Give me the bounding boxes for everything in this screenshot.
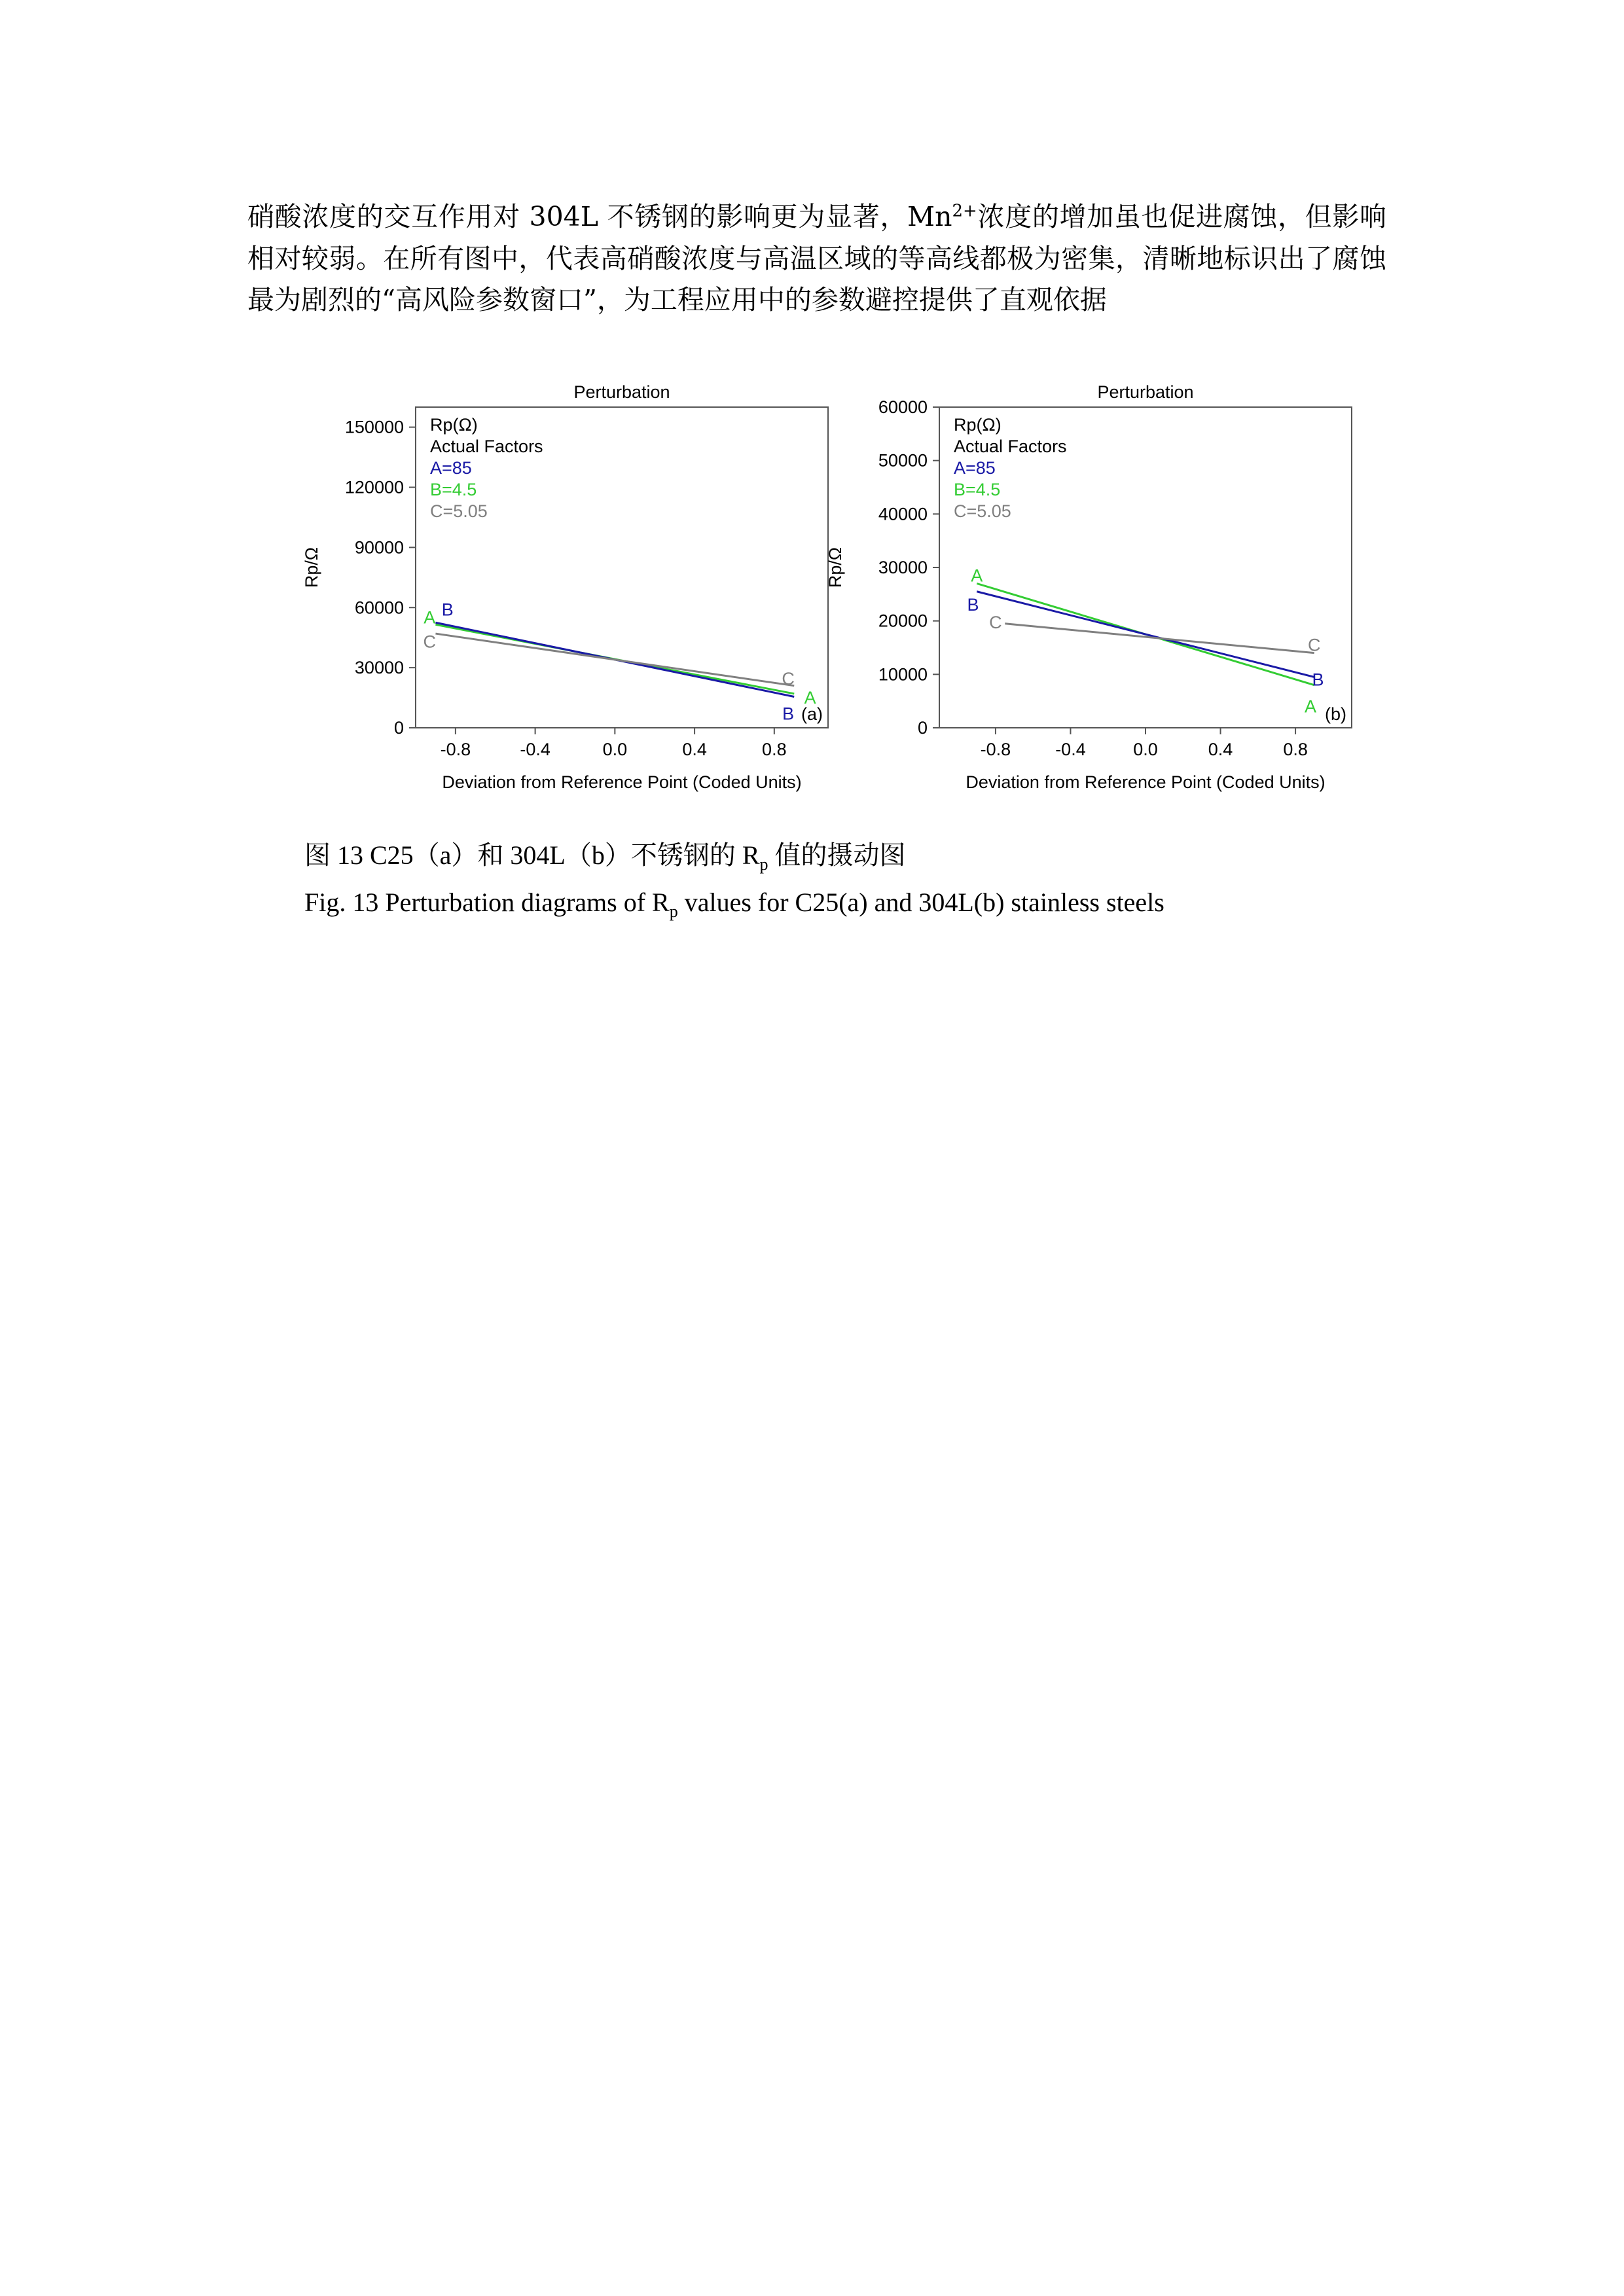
- y-tick-label: 10000: [878, 664, 928, 685]
- y-tick-label: 150000: [344, 417, 404, 437]
- x-tick-label: 0.4: [1208, 740, 1233, 759]
- caption-en-suffix: values for C25(a) and 304L(b) stainless steels: [677, 888, 1164, 917]
- x-tick-label: -0.8: [440, 740, 471, 759]
- y-tick-label: 0: [917, 718, 928, 738]
- legend-subtitle: Actual Factors: [430, 437, 543, 456]
- x-axis-label: Deviation from Reference Point (Coded Units): [442, 772, 802, 792]
- y-axis-label: Rp/Ω: [825, 547, 845, 588]
- legend-entry: A=85: [430, 458, 472, 478]
- series-end-label: B: [967, 595, 979, 615]
- series-end-label: A: [971, 565, 983, 586]
- y-tick-label: 20000: [878, 611, 928, 631]
- series-line-c: [1005, 624, 1314, 653]
- series-line-c: [435, 634, 794, 686]
- legend-entry: A=85: [954, 458, 996, 478]
- series-end-label: C: [1307, 635, 1321, 655]
- series-end-label: B: [441, 600, 454, 620]
- caption-zh-subscript: p: [759, 855, 768, 874]
- y-tick-label: 40000: [878, 504, 928, 524]
- legend-title: Rp(Ω): [954, 415, 1001, 435]
- series-line-b: [977, 592, 1314, 677]
- legend-entry: B=4.5: [430, 480, 477, 499]
- legend-subtitle: Actual Factors: [954, 437, 1067, 456]
- x-tick-label: -0.4: [520, 740, 550, 759]
- y-tick-label: 50000: [878, 450, 928, 471]
- legend-entry: B=4.5: [954, 480, 1001, 499]
- figure-caption-en: [304, 887, 1164, 922]
- series-end-label: B: [1312, 670, 1324, 690]
- y-tick-label: 30000: [878, 558, 928, 577]
- x-tick-label: 0.0: [602, 740, 628, 759]
- caption-en-subscript: p: [669, 902, 678, 921]
- body-text-part2: 浓度的增加虽也促进腐蚀，但影响相对较弱。在所有图中，代表高硝酸浓度与高温区域的等高线都极为密集，清晰地标识出了腐蚀最为剧烈的“高风险参数窗口”，为工程应用中的参数避控提供了直观依据: [247, 201, 1387, 315]
- caption-zh-prefix: 图 13 C25（a）和 304L（b）不锈钢的 R: [304, 840, 760, 870]
- chart-title: Perturbation: [573, 382, 670, 402]
- x-tick-label: -0.4: [1055, 740, 1086, 759]
- series-end-label: A: [1304, 696, 1317, 717]
- x-axis-label: Deviation from Reference Point (Coded Units): [965, 772, 1326, 792]
- x-tick-label: 0.0: [1133, 740, 1158, 759]
- y-tick-label: 60000: [878, 397, 928, 417]
- superscript-charge: 2+: [952, 201, 977, 221]
- x-tick-label: 0.8: [762, 740, 787, 759]
- legend-entry: C=5.05: [954, 501, 1011, 521]
- figure-caption-zh: [304, 834, 906, 874]
- series-end-label: A: [804, 688, 816, 708]
- legend-entry: C=5.05: [430, 501, 488, 521]
- chart-b-svg: [821, 367, 1391, 825]
- caption-en-prefix: Fig. 13 Perturbation diagrams of R: [304, 888, 670, 917]
- series-end-label: C: [423, 632, 437, 652]
- x-tick-label: 0.8: [1283, 740, 1308, 759]
- series-end-label: C: [782, 668, 795, 689]
- y-tick-label: 60000: [354, 598, 404, 618]
- series-end-label: A: [424, 607, 436, 628]
- x-tick-label: -0.8: [980, 740, 1011, 759]
- y-axis-label: Rp/Ω: [302, 547, 321, 588]
- panel-label: (b): [1325, 704, 1346, 724]
- panel-label: (a): [801, 704, 823, 724]
- legend-title: Rp(Ω): [430, 415, 478, 435]
- y-tick-label: 120000: [344, 477, 404, 497]
- y-tick-label: 0: [393, 718, 404, 738]
- y-tick-label: 30000: [354, 658, 404, 678]
- perturbation-chart-b: [821, 367, 1391, 825]
- body-text-part1: 硝酸浓度的交互作用对 304L 不锈钢的影响更为显著，Mn: [247, 201, 952, 232]
- caption-zh-suffix: 值的摄动图: [768, 840, 906, 870]
- perturbation-chart-a: [288, 367, 864, 825]
- body-paragraph: [247, 196, 1386, 321]
- y-tick-label: 90000: [354, 537, 404, 558]
- x-tick-label: 0.4: [682, 740, 707, 759]
- chart-a-svg: [288, 367, 864, 825]
- series-end-label: C: [989, 613, 1002, 633]
- chart-title: Perturbation: [1097, 382, 1194, 402]
- series-end-label: B: [782, 704, 795, 724]
